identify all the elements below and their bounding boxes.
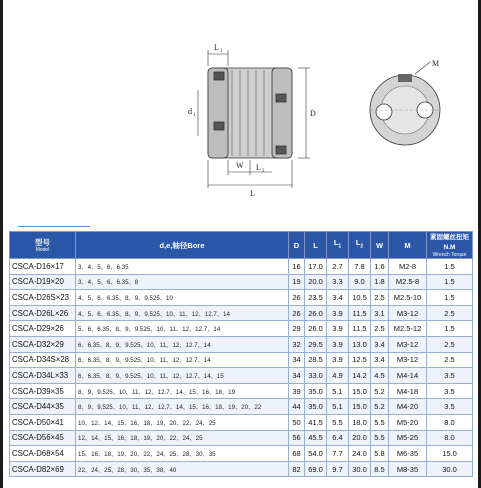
w-label: W — [236, 161, 244, 170]
bore-cell: 22、24、25、28、30、35、38、40 — [76, 461, 289, 477]
torque-cell: 3.5 — [427, 383, 473, 399]
diameter-label: D — [310, 109, 316, 118]
m-header: M — [389, 232, 427, 259]
l1-cell: 3.9 — [327, 321, 349, 337]
l1-sub: 1 — [220, 49, 223, 54]
table-row — [10, 368, 473, 384]
table-row — [10, 383, 473, 399]
spec-table — [9, 231, 473, 477]
table-row — [10, 352, 473, 368]
m-cell: M3-12 — [389, 336, 427, 352]
l1-cell: 4.9 — [327, 368, 349, 384]
torque-header: 紧固螺丝扭矩N.M Wrench Torque — [427, 232, 473, 259]
d-header: D — [289, 232, 305, 259]
l2-cell: 15.0 — [349, 399, 371, 415]
w-cell: 8.5 — [371, 461, 389, 477]
d1-label: d — [188, 107, 192, 116]
bore-cell: 12、14、15、16、18、19、20、22、24、25 — [76, 430, 289, 446]
l2-cell: 9.0 — [349, 274, 371, 290]
l2-cell: 12.5 — [349, 352, 371, 368]
l-cell: 69.0 — [305, 461, 327, 477]
bore-cell: 4、5、6、6.35、8、9、9.525、10 — [76, 290, 289, 306]
torque-cell: 3.5 — [427, 368, 473, 384]
l1-cell: 5.1 — [327, 383, 349, 399]
l2-cell: 24.0 — [349, 446, 371, 462]
model-cell: CSCA-D26L×26 — [10, 305, 76, 321]
d-cell: 34 — [289, 352, 305, 368]
l-cell: 20.0 — [305, 274, 327, 290]
l-cell: 29.5 — [305, 336, 327, 352]
bore-cell: 6、6.35、8、9、9.525、10、11、12、12.7、14、15 — [76, 368, 289, 384]
table-header-row — [10, 232, 473, 259]
model-cell: CSCA-D34S×28 — [10, 352, 76, 368]
table-row — [10, 430, 473, 446]
table-row — [10, 461, 473, 477]
table-row — [10, 414, 473, 430]
side-view — [208, 68, 292, 158]
table-row — [10, 305, 473, 321]
d-cell: 50 — [289, 414, 305, 430]
torque-cell: 1.5 — [427, 274, 473, 290]
l1-cell: 3.9 — [327, 336, 349, 352]
d-cell: 32 — [289, 336, 305, 352]
l2-sub: 2 — [262, 169, 265, 174]
l1-cell: 5.5 — [327, 414, 349, 430]
table-row — [10, 321, 473, 337]
torque-cell: 3.5 — [427, 399, 473, 415]
bore-cell: 8、9、9.525、10、11、12、12.7、14、15、16、18、19、20、22 — [76, 399, 289, 415]
l-cell: 17.0 — [305, 259, 327, 275]
table-row — [10, 274, 473, 290]
l2-cell: 10.5 — [349, 290, 371, 306]
l-cell: 28.5 — [305, 352, 327, 368]
bore-cell: 6、6.35、8、9、9.525、10、11、12、12.7、14 — [76, 336, 289, 352]
l1-cell: 2.7 — [327, 259, 349, 275]
m-label: M — [432, 59, 440, 68]
bore-cell: 3、4、5、6、6.35、8 — [76, 274, 289, 290]
table-row — [10, 446, 473, 462]
l2-cell: 30.0 — [349, 461, 371, 477]
model-cell: CSCA-D56×45 — [10, 430, 76, 446]
coupling-drawing — [170, 30, 470, 205]
torque-cell: 2.5 — [427, 305, 473, 321]
table-row — [10, 336, 473, 352]
m-cell: M2-8 — [389, 259, 427, 275]
table-row — [10, 259, 473, 275]
d-cell: 39 — [289, 383, 305, 399]
w-cell: 5.5 — [371, 414, 389, 430]
l1-cell: 5.1 — [327, 399, 349, 415]
w-cell: 1.8 — [371, 274, 389, 290]
w-cell: 3.1 — [371, 305, 389, 321]
torque-cell: 15.0 — [427, 446, 473, 462]
d-cell: 82 — [289, 461, 305, 477]
w-cell: 4.5 — [371, 368, 389, 384]
torque-cell: 1.5 — [427, 321, 473, 337]
bore-cell: 8、9、9.525、10、11、12、12.7、14、15、16、18、19 — [76, 383, 289, 399]
m-cell: M6-35 — [389, 446, 427, 462]
m-cell: M4-18 — [389, 383, 427, 399]
w-cell: 2.5 — [371, 290, 389, 306]
d-cell: 26 — [289, 305, 305, 321]
bore-cell: 4、5、6、6.35、8、9、9.525、10、11、12、12.7、14 — [76, 305, 289, 321]
l2-cell: 20.0 — [349, 430, 371, 446]
l2-cell: 11.5 — [349, 321, 371, 337]
l2-cell: 14.2 — [349, 368, 371, 384]
l2-header: $L_2$ — [349, 232, 371, 259]
m-cell: M4-20 — [389, 399, 427, 415]
model-cell: CSCA-D39×35 — [10, 383, 76, 399]
torque-cell: 2.5 — [427, 336, 473, 352]
l1-label: L — [214, 43, 219, 52]
w-cell: 2.5 — [371, 321, 389, 337]
l1-cell: 6.4 — [327, 430, 349, 446]
w-cell: 5.5 — [371, 430, 389, 446]
model-cell: CSCA-D44×35 — [10, 399, 76, 415]
d-cell: 68 — [289, 446, 305, 462]
d-cell: 19 — [289, 274, 305, 290]
l1-header: $L_1$ — [327, 232, 349, 259]
spec-table-body — [10, 259, 473, 477]
torque-cell: 30.0 — [427, 461, 473, 477]
l2-cell: 13.0 — [349, 336, 371, 352]
model-cell: CSCA-D50×41 — [10, 414, 76, 430]
l2-cell: 15.0 — [349, 383, 371, 399]
torque-cell: 8.0 — [427, 430, 473, 446]
model-cell: CSCA-D29×26 — [10, 321, 76, 337]
l-cell: 26.0 — [305, 305, 327, 321]
w-cell: 5.2 — [371, 399, 389, 415]
m-cell: M4-14 — [389, 368, 427, 384]
m-cell: M5-25 — [389, 430, 427, 446]
d-cell: 29 — [289, 321, 305, 337]
front-view — [370, 62, 440, 145]
l-cell: 35.0 — [305, 383, 327, 399]
l1-cell: 9.7 — [327, 461, 349, 477]
m-cell: M3-12 — [389, 352, 427, 368]
l2-cell: 18.0 — [349, 414, 371, 430]
l2-cell: 11.5 — [349, 305, 371, 321]
w-cell: 3.4 — [371, 336, 389, 352]
l1-cell: 7.7 — [327, 446, 349, 462]
m-cell: M2.5-8 — [389, 274, 427, 290]
table-row — [10, 399, 473, 415]
caption-divider — [18, 226, 90, 227]
l-cell: 35.0 — [305, 399, 327, 415]
w-cell: 3.4 — [371, 352, 389, 368]
m-cell: M2.5-12 — [389, 321, 427, 337]
model-cell: CSCA-D34L×33 — [10, 368, 76, 384]
bore-cell: 3、4、5、6、6.35 — [76, 259, 289, 275]
l-cell: 45.5 — [305, 430, 327, 446]
l1-cell: 3.3 — [327, 274, 349, 290]
l2-label: L — [256, 163, 261, 172]
bore-header: d,e,轴径Bore — [76, 232, 289, 259]
d-cell: 56 — [289, 430, 305, 446]
w-cell: 5.8 — [371, 446, 389, 462]
m-cell: M8-35 — [389, 461, 427, 477]
model-cell: CSCA-D82×69 — [10, 461, 76, 477]
l-header: L — [305, 232, 327, 259]
model-cell: CSCA-D68×54 — [10, 446, 76, 462]
l2-cell: 7.8 — [349, 259, 371, 275]
model-cell: CSCA-D19×20 — [10, 274, 76, 290]
bore-cell: 10、12、14、15、16、18、19、20、22、24、25 — [76, 414, 289, 430]
length-label: L — [250, 189, 255, 198]
d-cell: 34 — [289, 368, 305, 384]
m-cell: M2.5-10 — [389, 290, 427, 306]
torque-cell: 8.0 — [427, 414, 473, 430]
d-cell: 16 — [289, 259, 305, 275]
d-cell: 44 — [289, 399, 305, 415]
w-cell: 5.2 — [371, 383, 389, 399]
bore-cell: 5、6、6.35、8、9、9.525、10、11、12、12.7、14 — [76, 321, 289, 337]
model-cell: CSCA-D32×29 — [10, 336, 76, 352]
torque-cell: 1.5 — [427, 259, 473, 275]
l-cell: 33.0 — [305, 368, 327, 384]
bore-cell: 6、6.35、8、9、9.525、10、11、12、12.7、14 — [76, 352, 289, 368]
l-cell: 54.0 — [305, 446, 327, 462]
l1-cell: 3.4 — [327, 290, 349, 306]
model-header: 型号 Model — [10, 232, 76, 259]
l-cell: 26.0 — [305, 321, 327, 337]
w-cell: 1.6 — [371, 259, 389, 275]
m-cell: M3-12 — [389, 305, 427, 321]
m-cell: M5-20 — [389, 414, 427, 430]
model-cell: CSCA-D16×17 — [10, 259, 76, 275]
l-cell: 23.5 — [305, 290, 327, 306]
torque-cell: 1.5 — [427, 290, 473, 306]
l1-cell: 3.9 — [327, 352, 349, 368]
d1-sub: 1 — [193, 113, 196, 118]
l-cell: 41.5 — [305, 414, 327, 430]
model-cell: CSCA-D26S×23 — [10, 290, 76, 306]
table-row — [10, 290, 473, 306]
w-header: W — [371, 232, 389, 259]
d-cell: 26 — [289, 290, 305, 306]
l1-cell: 3.9 — [327, 305, 349, 321]
torque-cell: 2.5 — [427, 352, 473, 368]
bore-cell: 15、16、18、19、20、22、24、25、28、30、35 — [76, 446, 289, 462]
